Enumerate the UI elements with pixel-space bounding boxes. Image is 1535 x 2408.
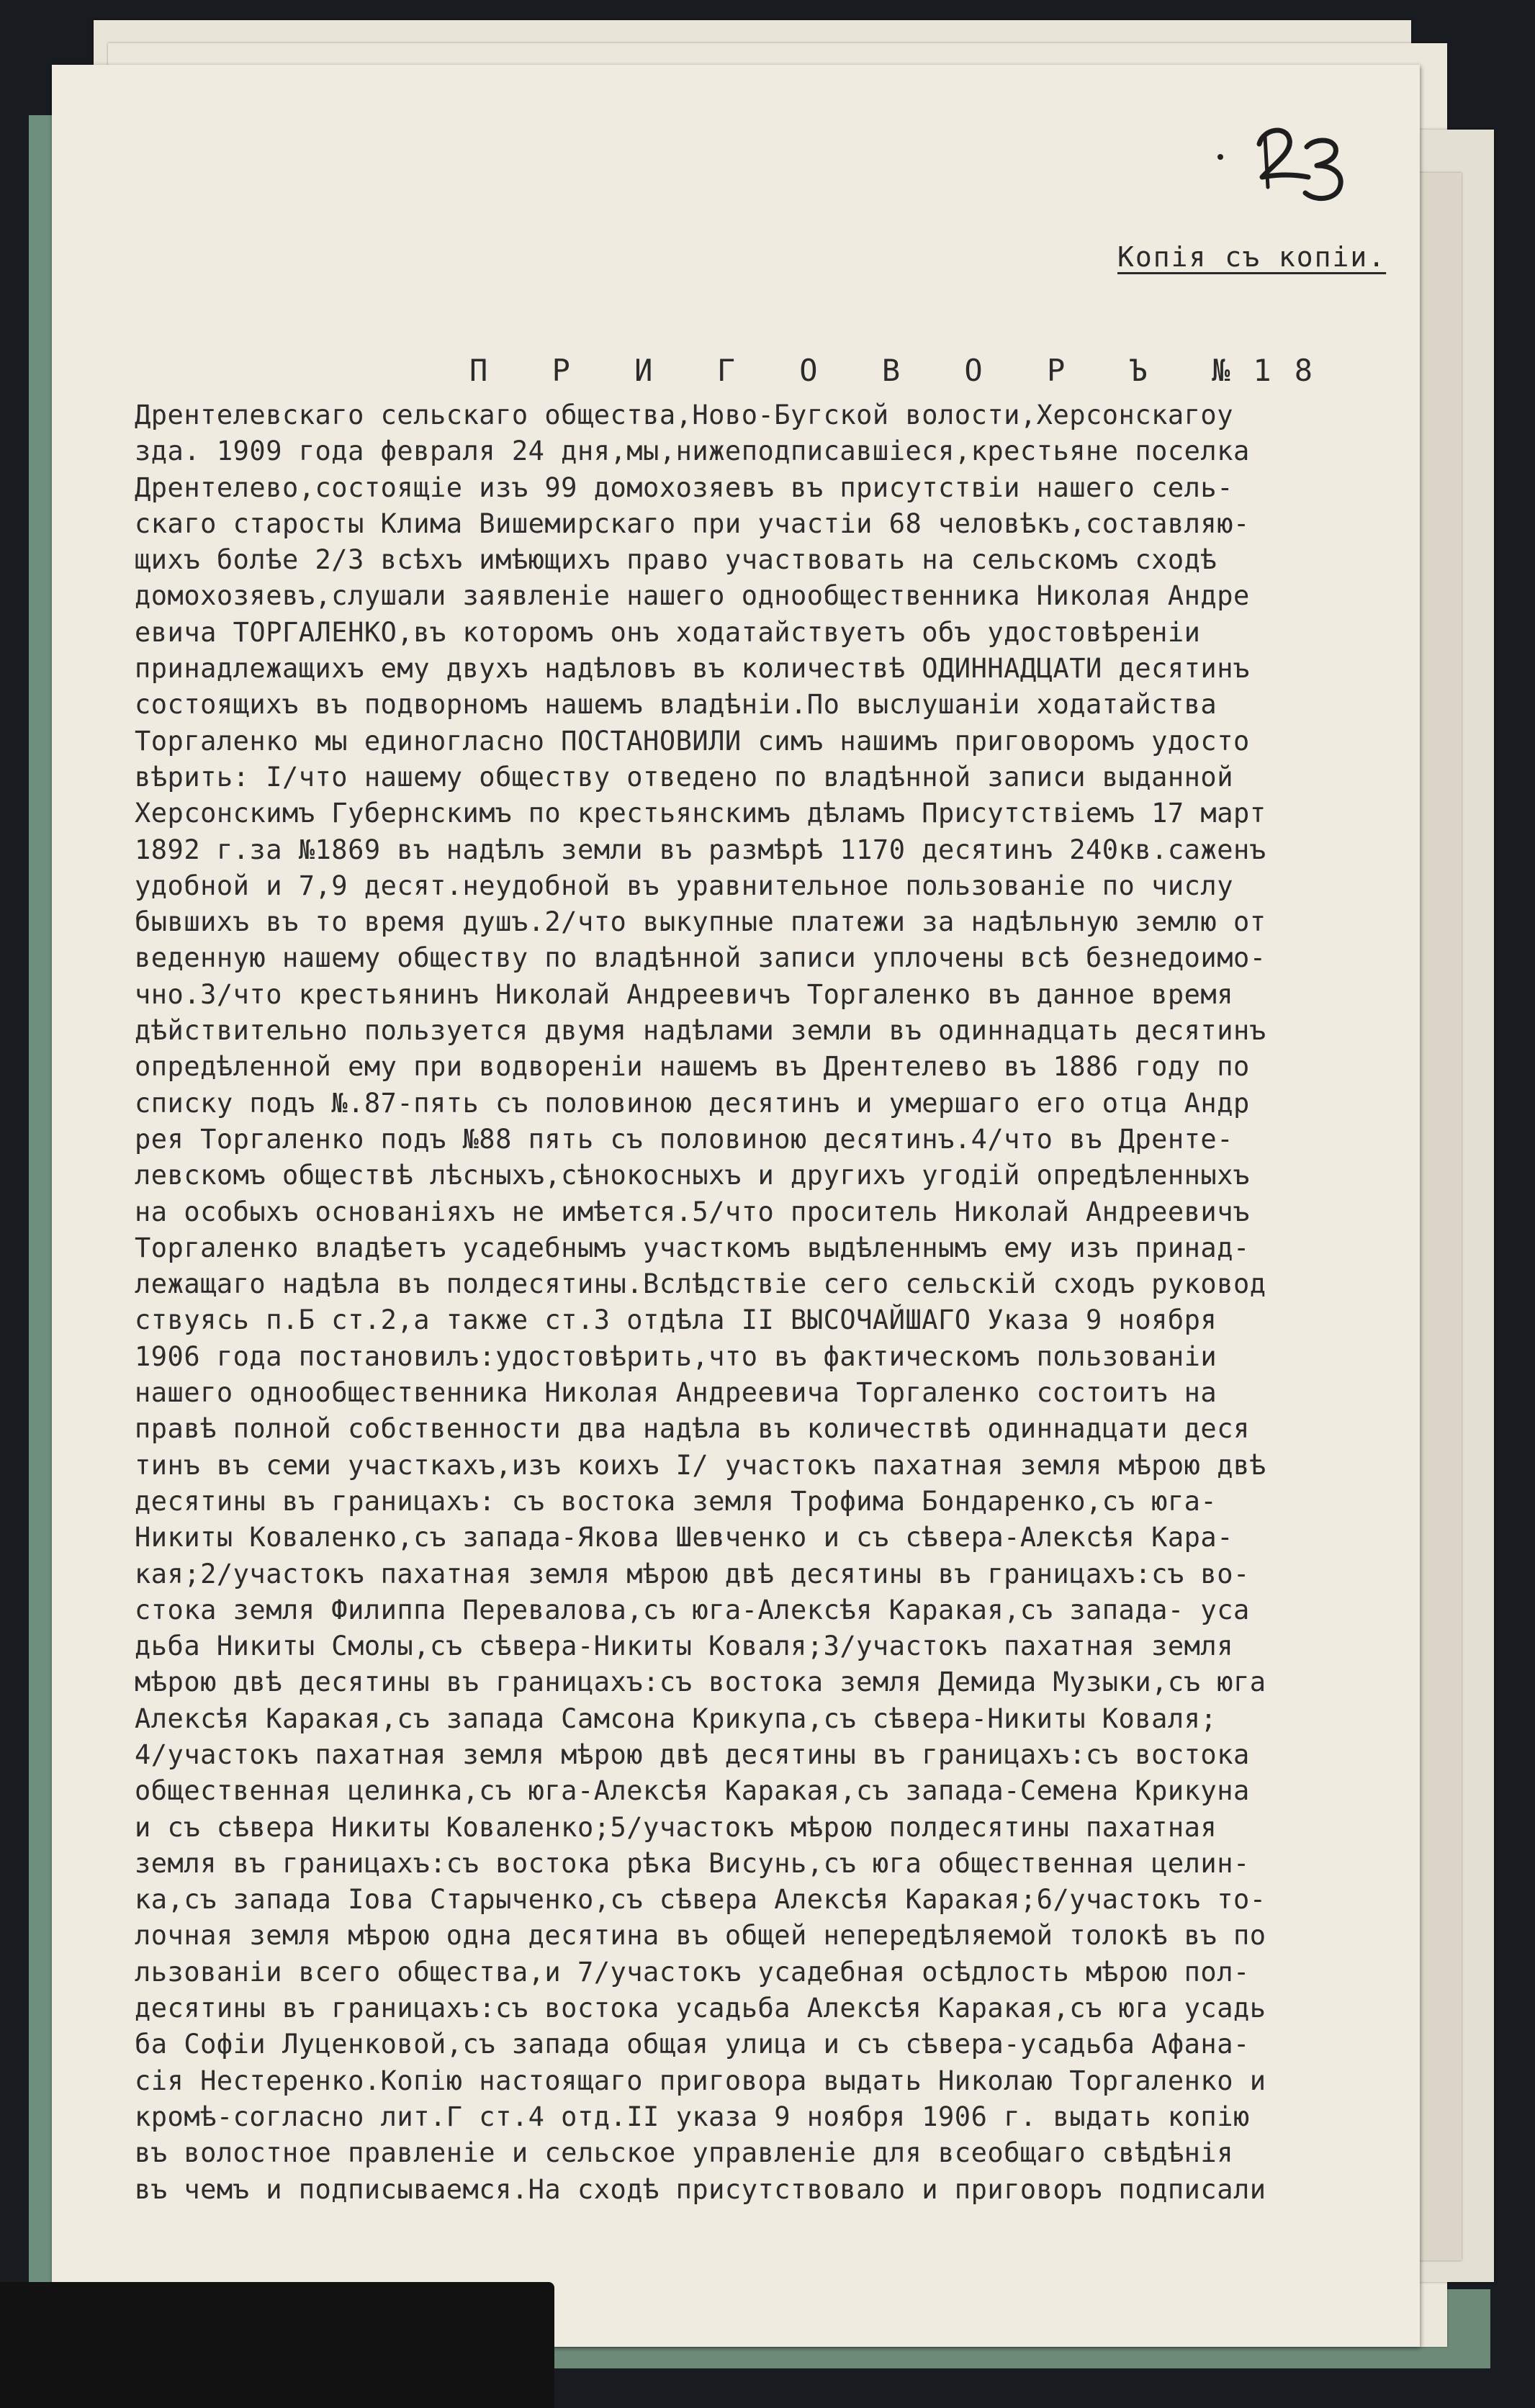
document-line: общественная целинка,съ юга-Алексѣя Каракая,съ запада-Семена Крикуна (135, 1775, 1250, 1807)
document-line: Алексѣя Каракая,съ запада Самсона Крикупа,съ сѣвера-Никиты Коваля; (135, 1703, 1217, 1734)
document-line: состоящихъ въ подворномъ нашемъ владѣніи.По выслушаніи ходатайства (135, 689, 1217, 721)
document-line: въ волостное правленіе и сельское управленіе для всеобщаго свѣдѣнія (135, 2137, 1233, 2169)
document-line: принадлежащихъ ему двухъ надѣловъ въ количествѣ ОДИННАДЦАТИ десятинъ (135, 653, 1250, 685)
document-line: бывшихъ въ то время душъ.2/что выкупные платежи за надѣльную землю от (135, 906, 1266, 938)
document-line: ка,съ запада Іова Старыченко,съ сѣвера Алексѣя Каракая;6/участокъ то- (135, 1884, 1266, 1916)
document-line: правѣ полной собственности два надѣла въ количествѣ одиннадцати деся (135, 1413, 1250, 1445)
document-line: Торгаленко мы единогласно ПОСТАНОВИЛИ симъ нашимъ приговоромъ удосто (135, 725, 1250, 757)
document-line: зда. 1909 года февраля 24 дня,мы,нижеподписавшіеся,крестьяне поселка (135, 436, 1250, 467)
document-line: чно.3/что крестьянинъ Николай Андреевичъ Торгаленко въ данное время (135, 978, 1233, 1010)
document-line: десятины въ границахъ: съ востока земля Трофима Бондаренко,съ юга- (135, 1485, 1217, 1517)
document-line: вѣрить: I/что нашему обществу отведено по владѣнной записи выданной (135, 761, 1233, 793)
document-line: льзованіи всего общества,и 7/участокъ усадебная осѣдлость мѣрою пол- (135, 1956, 1250, 1988)
document-line: 1906 года постановилъ:удостовѣрить,что въ фактическомъ пользованіи (135, 1340, 1217, 1372)
document-line: 4/участокъ пахатная земля мѣрою двѣ десятины въ границахъ:съ востока (135, 1739, 1250, 1770)
document-line: кая;2/участокъ пахатная земля мѣрою двѣ десятины въ границахъ:съ во- (135, 1558, 1250, 1589)
document-line: Дрентелевскаго сельскаго общества,Ново-Бугской волости,Херсонскагоу (135, 400, 1233, 430)
document-line: и съ сѣвера Никиты Коваленко;5/участокъ мѣрою полдесятины пахатная (135, 1811, 1217, 1843)
document-line: домохозяевъ,слушали заявленіе нашего однообщественника Николая Андре (135, 580, 1250, 612)
document-line: веденную нашему обществу по владѣнной записи уплочены всѣ безнедоимо- (135, 942, 1266, 974)
document-line: ба Софіи Луценковой,съ запада общая улица и съ сѣвера-усадьба Афана- (135, 2029, 1250, 2060)
document-line: удобной и 7,9 десят.неудобной въ уравнительное пользованіе по числу (135, 870, 1233, 901)
document-line: нашего однообщественника Николая Андреевича Торгаленко состоитъ на (135, 1377, 1217, 1409)
document-line: на особыхъ основаніяхъ не имѣется.5/что проситель Николай Андреевичъ (135, 1196, 1250, 1227)
document-line: мѣрою двѣ десятины въ границахъ:съ востока земля Демида Музыки,съ юга (135, 1667, 1266, 1698)
handwritten-page-number (1193, 115, 1366, 209)
document-line: десятины въ границахъ:съ востока усадьба Алексѣя Каракая,съ юга усадь (135, 1993, 1266, 2024)
copy-of-copy-label: Копія съ копіи. (1117, 241, 1387, 273)
black-card-overlay (0, 2282, 554, 2408)
document-line: Никиты Коваленко,съ запада-Якова Шевченко и съ сѣвера-Алексѣя Кара- (135, 1522, 1233, 1554)
document-line: кромѣ-согласно лит.Г ст.4 отд.II указа 9 ноября 1906 г. выдать копію (135, 2101, 1250, 2132)
document-line: тинъ въ семи участкахъ,изъ коихъ I/ участокъ пахатная земля мѣрою двѣ (135, 1449, 1266, 1481)
document-line: земля въ границахъ:съ востока рѣка Висунь,съ юга общественная целин- (135, 1847, 1250, 1879)
document-line: дѣйствительно пользуется двумя надѣлами земли въ одиннадцать десятинъ (135, 1015, 1266, 1047)
document-title: П Р И Г О В О Р Ъ №18 (469, 353, 1336, 388)
document-body (135, 397, 1452, 2208)
document-line: скаго старосты Клима Вишемирскаго при участіи 68 человѣкъ,составляю- (135, 508, 1250, 539)
document-line: евича ТОРГАЛЕНКО,въ которомъ онъ ходатайствуетъ объ удостовѣреніи (135, 616, 1201, 648)
document-line: лочная земля мѣрою одна десятина въ общей непередѣляемой толокѣ въ по (135, 1920, 1266, 1952)
document-line: левскомъ обществѣ лѣсныхъ,сѣнокосныхъ и другихъ угодій опредѣленныхъ (135, 1160, 1250, 1191)
document-line: 1892 г.за №1869 въ надѣлъ земли въ размѣрѣ 1170 десятинъ 240кв.саженъ (135, 834, 1266, 865)
document-line: Дрентелево,состоящіе изъ 99 домохозяевъ въ присутствіи нашего сель- (135, 472, 1233, 503)
document-line: ствуясь п.Б ст.2,а также ст.3 отдѣла II ВЫСОЧАЙШАГО Указа 9 ноября (135, 1304, 1217, 1336)
document-line: Херсонскимъ Губернскимъ по крестьянскимъ дѣламъ Присутствіемъ 17 март (135, 798, 1266, 829)
document-line: сія Нестеренко.Копію настоящаго приговора выдать Николаю Торгаленко и (135, 2065, 1266, 2096)
document-line: щихъ болѣе 2/3 всѣхъ имѣющихъ право участвовать на сельскомъ сходѣ (135, 544, 1217, 576)
typed-document-page (52, 65, 1420, 2347)
document-line: дьба Никиты Смолы,съ сѣвера-Никиты Коваля;3/участокъ пахатная земля (135, 1631, 1233, 1662)
document-line: лежащаго надѣла въ полдесятины.Вслѣдствіе сего сельскій сходъ руковод (135, 1268, 1266, 1300)
document-line: въ чемъ и подписываемся.На сходѣ присутствовало и приговоръ подписали (135, 2173, 1266, 2205)
document-line: стока земля Филиппа Перевалова,съ юга-Алексѣя Каракая,съ запада- уса (135, 1594, 1250, 1625)
document-line: рея Торгаленко подъ №88 пять съ половиною десятинъ.4/что въ Дренте- (135, 1123, 1233, 1155)
document-line: опредѣленной ему при водвореніи нашемъ въ Дрентелево въ 1886 году по (135, 1051, 1250, 1083)
document-line: списку подъ №.87-пять съ половиною десятинъ и умершаго его отца Андр (135, 1087, 1250, 1119)
document-line: Торгаленко владѣетъ усадебнымъ участкомъ выдѣленнымъ ему изъ принад- (135, 1232, 1250, 1263)
